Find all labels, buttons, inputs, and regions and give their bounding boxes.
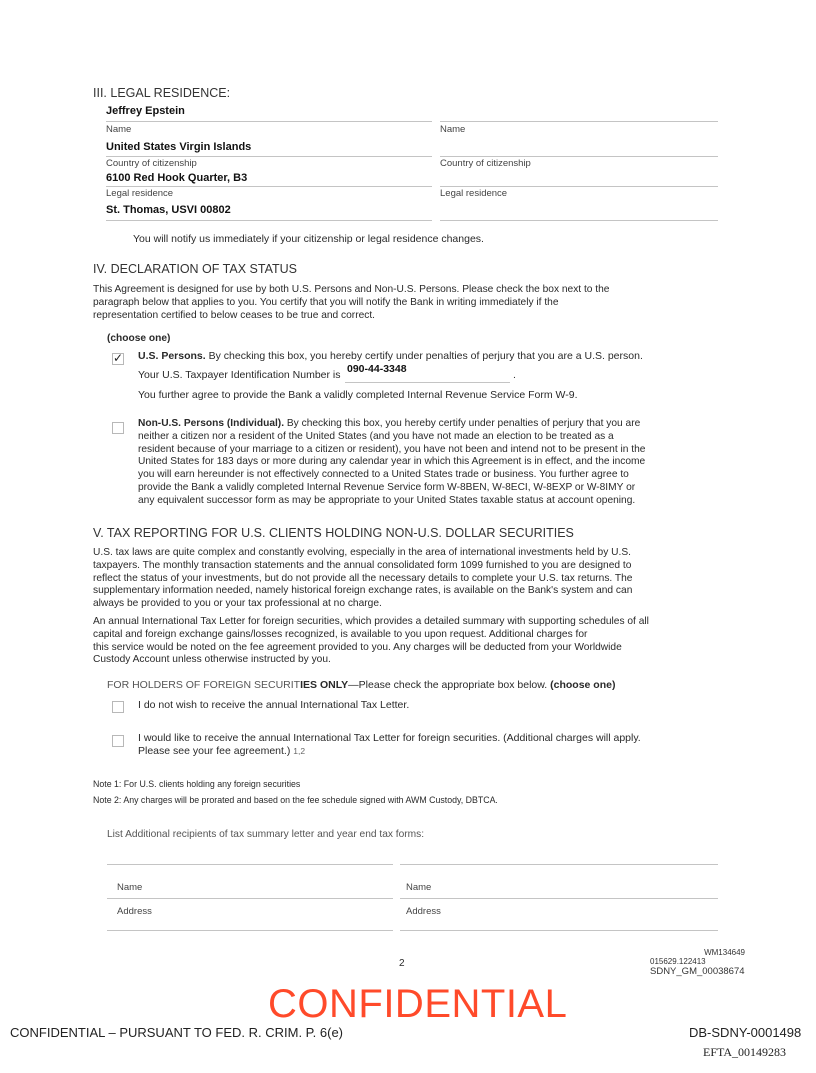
request-line: I would like to receive the annual International Tax Letter for foreign securities. (Additional charges will apply.: [138, 732, 641, 744]
confidential-stamp: CONFIDENTIAL: [268, 982, 568, 1026]
non-us-person-text: [138, 418, 758, 508]
residence-label: Legal residence: [106, 188, 174, 199]
country-value: United States Virgin Islands: [106, 141, 252, 153]
holders-prefix: FOR HOLDERS OF FOREIGN SECURIT: [107, 679, 301, 691]
request-line: Please see your fee agreement.): [138, 744, 291, 757]
non-us-person-heading: Non-U.S. Persons (Individual).: [138, 418, 285, 429]
residence-notice: You will notify us immediately if your citizenship or legal residence changes.: [133, 233, 484, 245]
residence-value: 6100 Red Hook Quarter, B3: [106, 172, 248, 184]
document-code: 015629.122413: [650, 956, 706, 966]
non-us-line: any equivalent successor form as may be appropriate to your United States taxable status at account opening.: [138, 494, 636, 506]
non-us-line: resident because of your marriage to a citizen or resident), you have not been and intend not to be present in the: [138, 443, 646, 455]
country-label: Country of citizenship: [106, 158, 197, 169]
intro-line: representation certified to below ceases to be true and correct.: [93, 309, 376, 321]
us-person-checkbox[interactable]: [112, 353, 124, 365]
tin-value: 090-44-3348: [347, 363, 407, 375]
foreign-holders-heading: [107, 679, 615, 692]
request-tax-letter-label: [138, 732, 758, 758]
section-5-paragraph-1: [93, 547, 763, 611]
intro-line: This Agreement is designed for use by both U.S. Persons and Non-U.S. Persons. Please check the box next to the: [93, 284, 610, 295]
document-codes: [650, 949, 745, 966]
paragraph-line: capital and foreign exchange gains/losses recognized, is available to you upon request. Additional charges for: [93, 628, 588, 640]
paragraph-line: U.S. tax laws are quite complex and constantly evolving, especially in the area of international investments held by U.S.: [93, 547, 631, 558]
non-us-line: By checking this box, you hereby certify under penalties of perjury that you are: [286, 418, 641, 429]
note-reference: 1,2: [293, 745, 306, 756]
tin-period: .: [513, 369, 516, 381]
tin-line: [138, 363, 518, 382]
residence-value-line2: St. Thomas, USVI 00802: [106, 204, 231, 216]
us-person-heading: U.S. Persons.: [138, 350, 206, 362]
holders-suffix: —Please check the appropriate box below.: [348, 679, 548, 691]
sdny-code: SDNY_GM_00038674: [650, 966, 745, 977]
note-2: Note 2: Any charges will be prorated and based on the fee schedule signed with AWM Custody, DBTCA.: [93, 795, 498, 805]
section-3-title: III. LEGAL RESIDENCE:: [93, 86, 231, 100]
recipient-address-label-2: Address: [406, 906, 441, 917]
w9-text: You further agree to provide the Bank a validly completed Internal Revenue Service Form W-9.: [138, 389, 578, 401]
paragraph-line: reflect the status of your investments, but do not provide all the necessary details to complete your U.S. tax returns. The: [93, 572, 633, 584]
non-us-line: provide the Bank a validly completed Internal Revenue Service form W-8BEN, W-8ECI, W-8EXP or W-8IMY or: [138, 481, 636, 493]
us-person-text: [138, 350, 643, 363]
confidential-legend: CONFIDENTIAL – PURSUANT TO FED. R. CRIM. P. 6(e): [10, 1025, 344, 1040]
country-label-2: Country of citizenship: [440, 158, 531, 169]
non-us-person-checkbox[interactable]: [112, 422, 124, 434]
recipient-name-label-2: Name: [406, 882, 432, 893]
non-us-line: you will earn hereunder is not effectively connected to a United States trade or business. You further agree to: [138, 469, 629, 481]
request-tax-letter-checkbox[interactable]: [112, 735, 124, 747]
recipient-name-label: Name: [117, 882, 143, 893]
decline-tax-letter-label: I do not wish to receive the annual International Tax Letter.: [138, 699, 410, 711]
section-4-title: IV. DECLARATION OF TAX STATUS: [93, 262, 297, 276]
intro-line: paragraph below that applies to you. You certify that you will notify the Bank in writing immediately if the: [93, 296, 559, 308]
paragraph-line: taxpayers. The monthly transaction statements and the annual consolidated form 1099 furnished to you are designed to: [93, 559, 632, 571]
non-us-line: United States for 183 days or more during any calendar year in which this Agreement is in effect, and the income: [138, 456, 646, 468]
efta-number: EFTA_00149283: [703, 1045, 787, 1059]
non-us-line: neither a citizen nor a resident of the United States (and you have not made an election to be treated as a: [138, 430, 614, 442]
us-person-certification: By checking this box, you hereby certify under penalties of perjury that you are a U.S. person.: [208, 350, 643, 362]
section-5-title: V. TAX REPORTING FOR U.S. CLIENTS HOLDING NON-U.S. DOLLAR SECURITIES: [93, 526, 574, 540]
decline-tax-letter-checkbox[interactable]: [112, 701, 124, 713]
bates-number: DB-SDNY-0001498: [689, 1025, 802, 1040]
additional-recipients-heading: List Additional recipients of tax summary letter and year end tax forms:: [107, 829, 425, 840]
residence-label-2: Legal residence: [440, 188, 508, 199]
paragraph-line: supplementary information needed, namely historical foreign exchange rates, is available on the Bank's system and can: [93, 585, 633, 597]
note-1: Note 1: For U.S. clients holding any foreign securities: [93, 779, 301, 789]
recipient-address-label: Address: [117, 906, 152, 917]
paragraph-line: always be provided to you or your tax professional at no charge.: [93, 598, 382, 610]
choose-one-label: (choose one): [107, 333, 171, 344]
name-label: Name: [106, 124, 132, 135]
paragraph-line: An annual International Tax Letter for foreign securities, which provides a detailed summary with supporting schedules of all: [93, 616, 649, 627]
document-code: WM134649: [704, 948, 745, 957]
tin-label: Your U.S. Taxpayer Identification Number is: [138, 369, 341, 381]
paragraph-line: Custody Account unless otherwise instructed by you.: [93, 654, 331, 666]
name-label-2: Name: [440, 124, 466, 135]
section-5-paragraph-2: [93, 616, 773, 667]
paragraph-line: this service would be noted on the fee agreement provided to you. Any charges will be deducted from your Worldwide: [93, 641, 622, 653]
page-number: 2: [399, 958, 405, 969]
holders-choose-one: (choose one): [550, 679, 616, 691]
holders-bold: IES ONLY: [300, 679, 349, 691]
name-value: Jeffrey Epstein: [106, 105, 185, 117]
section-4-intro: [93, 284, 753, 322]
